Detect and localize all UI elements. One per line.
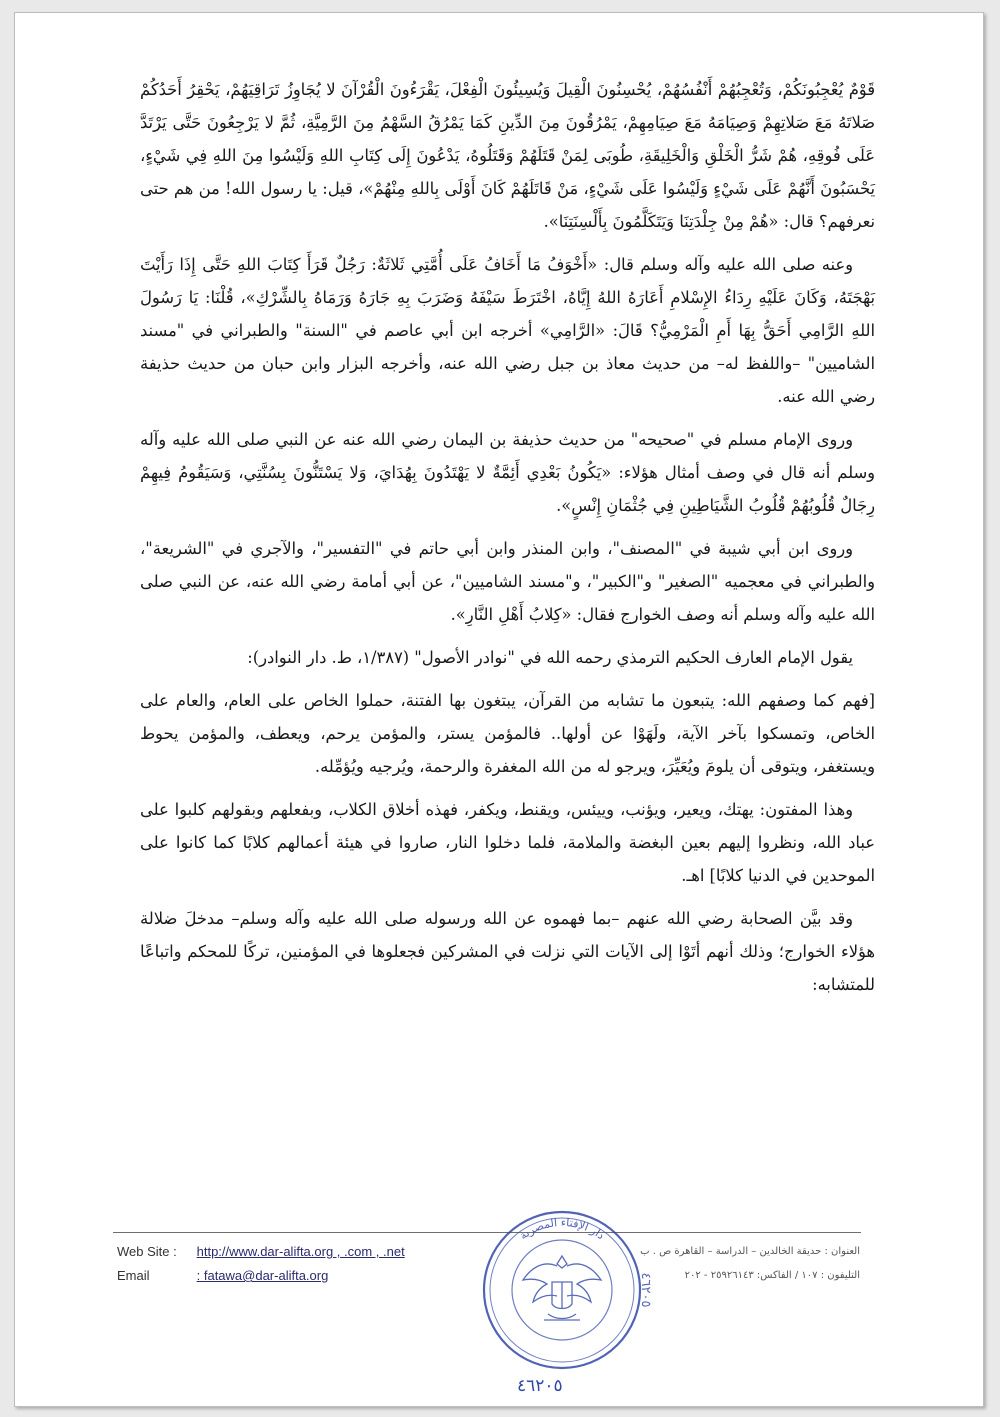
stamp-ring-text: دار الإفتاء المصرية xyxy=(517,1215,607,1243)
email-label: Email xyxy=(117,1268,150,1283)
website-row xyxy=(117,1240,517,1264)
paragraph-4: وروى ابن أبي شيبة في "المصنف"، وابن المنذر وابن أبي حاتم في "التفسير"، والآجري في "الشريعة"، والطبراني في معجميه "الصغير" و"الكبير"، و"مسند الشاميين"، عن أبي أمامة رضي الله عنه، عن النبي صلى الله عليه وآله وسلم أنه وصف الخوارج فقال: «كِلابُ أَهْلِ النَّارِ». xyxy=(140,539,875,624)
paragraph-1: قَوْمٌ يُعْجِبُونَكُمْ، وَتُعْجِبُهُمْ أَنْفُسُهُمْ، يُحْسِنُونَ الْقِيلَ وَيُسِيئُونَ الْفِعْلَ، يَقْرَءُونَ الْقُرْآنَ لا يُجَاوِزُ تَرَاقِيَهُمْ، يَحْقِرُ أَحَدُكُمْ صَلاتَهُ مَعَ صَلاتِهِمْ وَصِيَامَهُ مَعَ صِيَامِهِمْ، يَمْرُقُونَ مِنَ الدِّينِ كَمَا يَمْرُقُ السَّهْمُ مِنَ الرَّمِيَّةِ، ثُمَّ لا يَرْجِعُونَ حَتَّى يَرْتَدَّ عَلَى فُوقِهِ، هُمْ شَرُّ الْخَلْقِ وَالْخَلِيقَةِ، طُوبَى لِمَنْ قَتَلَهُمْ وَقَتَلُوهُ، يَدْعُونَ إِلَى كِتَابِ اللهِ وَلَيْسُوا مِنَ اللهِ فِي شَيْءٍ، يَحْسَبُونَ أَنَّهُمْ عَلَى شَيْءٍ وَلَيْسُوا عَلَى شَيْءٍ، مَنْ قَاتَلَهُمْ كَانَ أَوْلَى بِاللهِ مِنْهُمْ»، قيل: يا رسول الله! من هم حتى نعرفهم؟ قال: «هُمْ مِنْ جِلْدَتِنَا وَيَتَكَلَّمُونَ بِأَلْسِنَتِنَا». xyxy=(140,80,875,231)
website-link[interactable]: http://www.dar-alifta.org , .com , .net xyxy=(196,1244,405,1259)
address-line: العنوان : حديقة الخالدين – الدراسة – القاهرة ص . ب xyxy=(640,1246,860,1257)
stamp-number: ٤٦٢٠٥ xyxy=(517,1376,563,1396)
phone-line: التليفون : ١٠٧ / الفاكس: ٢٥٩٢٦١٤٣ - ٢٠٢ xyxy=(684,1270,860,1281)
eagle-emblem-icon xyxy=(523,1256,601,1320)
website-label: Web Site : xyxy=(117,1244,177,1259)
paragraph-7: وهذا المفتون: يهتك، ويعير، ويؤنب، وييئس، ويقنط، ويكفر، فهذه أخلاق الكلاب، وبفعلهم وبقولهم كلبوا على عباد الله، ونظروا إليهم بعين البغضة والملامة، فلما دخلوا النار، صاروا في هيئة أعمالهم كلابًا كما كانوا على الموحدين في الدنيا كلابًا] اهـ. xyxy=(140,800,875,885)
stamp-side-number: ٤٦٢٠٥ xyxy=(638,1272,653,1308)
paragraph-5: يقول الإمام العارف الحكيم الترمذي رحمه الله في "نوادر الأصول" (١/٣٨٧، ط. دار النوادر): xyxy=(247,648,853,667)
paragraph-2: وعنه صلى الله عليه وآله وسلم قال: «أَخْوَفُ مَا أَخَافُ عَلَى أُمَّتِي ثَلاثَةٌ: رَجُلٌ قَرَأَ كِتَابَ اللهِ حَتَّى إِذَا رَأَيْتَ بَهْجَتَهُ، وَكَانَ عَلَيْهِ رِدَاءُ الإِسْلامِ أَعَارَهُ اللهُ إِيَّاهُ، اخْتَرَطَ سَيْفَهُ وَضَرَبَ بِهِ جَارَهُ وَرَمَاهُ بِالشِّرْكِ»، قُلْنَا: يَا رَسُولَ اللهِ الرَّامِي أَحَقُّ بِهَا أَمِ الْمَرْمِيُّ؟ قَالَ: «الرَّامِي» أخرجه ابن أبي عاصم في "السنة" والطبراني في "مسند الشاميين" –واللفظ له– من حديث معاذ بن جبل رضي الله عنه، وأخرجه البزار وابن حبان من حديث حذيفة رضي الله عنه. xyxy=(140,255,875,406)
paragraph-8: وقد بيَّن الصحابة رضي الله عنهم –بما فهموه عن الله ورسوله صلى الله عليه وآله وسلم– مدخلَ ضلالة هؤلاء الخوارج؛ وذلك أنهم أتَوْا إلى الآيات التي نزلت في المشركين فجعلوها في المؤمنين، تركًا للمحكم واتباعًا للمتشابه: xyxy=(140,909,875,994)
email-link[interactable]: : fatawa@dar-alifta.org xyxy=(196,1268,329,1283)
paragraph-6: [فهم كما وصفهم الله: يتبعون ما تشابه من القرآن، يبتغون بها الفتنة، حملوا الخاص على العام، والعام على الخاص، وتمسكوا بآخر الآية، ولَهَوْا عن أولها.. فالمؤمن يستر، والمؤمن يرحم، ويعطف، والمؤمن يحوط ويستغفر، ويتوقى أن يلومَ ويُعَيِّرَ، ويرجو له من الله المغفرة والرحمة، ويُرجيه ويُؤمِّله. xyxy=(140,691,875,776)
document-body xyxy=(140,73,875,1011)
footer-contact xyxy=(117,1240,517,1288)
email-row xyxy=(117,1264,517,1288)
paragraph-3: وروى الإمام مسلم في "صحيحه" من حديث حذيفة بن اليمان رضي الله عنه عن النبي صلى الله عليه وآله وسلم أنه قال في وصف أمثال هؤلاء: «يَكُونُ بَعْدِي أَئِمَّةٌ لا يَهْتَدُونَ بِهُدَايَ، وَلا يَسْتَنُّونَ بِسُنَّتِي، وَسَيَقُومُ فِيهِمْ رِجَالٌ قُلُوبُهُمْ قُلُوبُ الشَّيَاطِينِ فِي جُثْمَانِ إِنْسٍ». xyxy=(140,430,875,515)
official-seal-stamp xyxy=(460,1198,665,1373)
